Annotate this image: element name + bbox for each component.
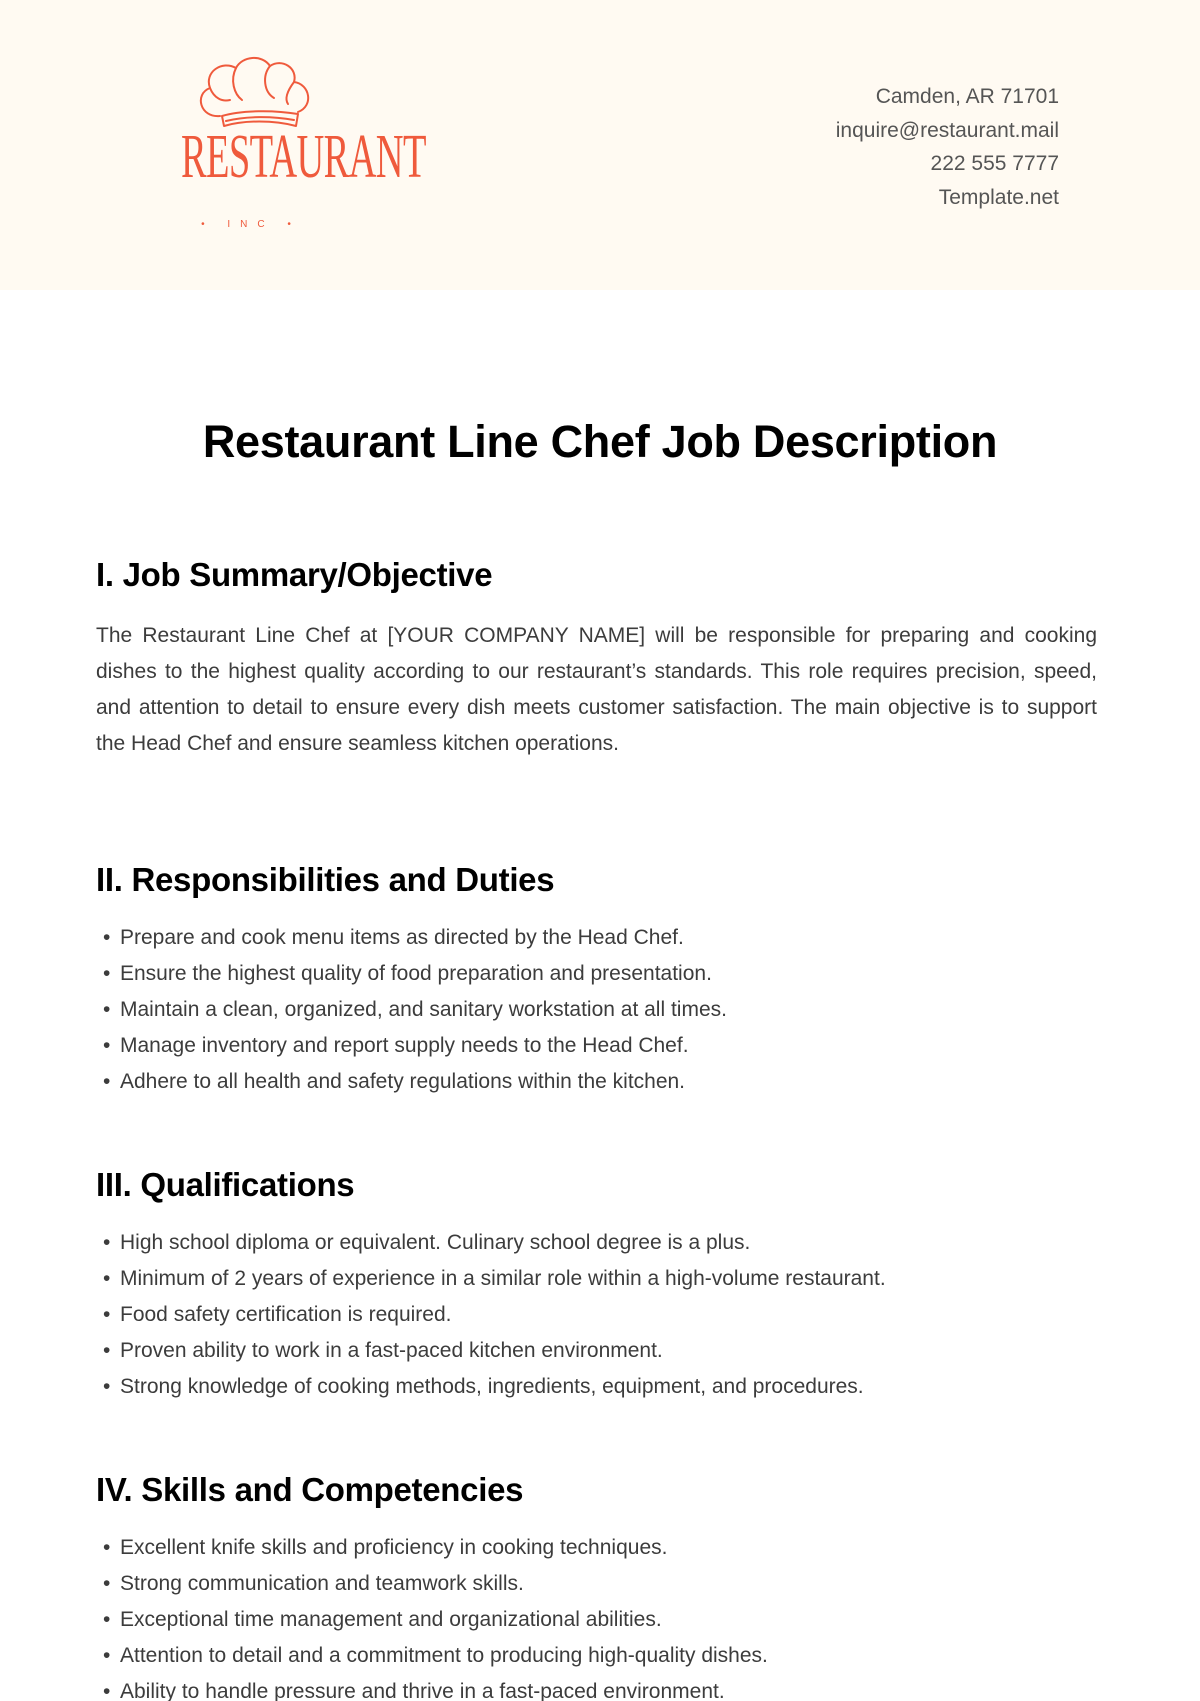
list-item: • Ensure the highest quality of food preparation and presentation. xyxy=(96,956,1097,992)
bullet-icon: • xyxy=(103,1680,111,1701)
logo-wordmark: RESTAURANT xyxy=(180,123,426,191)
logo-subtitle: • INC • xyxy=(201,219,301,230)
section-skills xyxy=(96,1470,1097,1701)
list-item: • Strong knowledge of cooking methods, ingredients, equipment, and procedures. xyxy=(96,1369,1097,1405)
list-item: • Adhere to all health and safety regulations within the kitchen. xyxy=(96,1064,1097,1100)
contact-address: Camden, AR 71701 xyxy=(875,85,1059,108)
contact-info xyxy=(836,80,1059,214)
bullet-icon: • xyxy=(103,1608,111,1631)
document-title: Restaurant Line Chef Job Description xyxy=(202,416,998,467)
bullet-icon: • xyxy=(103,998,111,1021)
section-paragraph: The Restaurant Line Chef at [YOUR COMPANY NAME] will be responsible for preparing and cooking dishes to the highest quality according to our restaurant’s standards. This role requires precision, speed, and attention to detail to ensure every dish meets customer satisfaction. The main objective is to support the Head Chef and ensure seamless kitchen operations. xyxy=(96,624,1097,755)
company-logo xyxy=(138,54,426,234)
section-qualifications xyxy=(96,1165,1097,1405)
bullet-icon: • xyxy=(103,1303,111,1326)
section-heading: III. Qualifications xyxy=(96,1166,355,1203)
bullet-icon: • xyxy=(103,1034,111,1057)
bullet-icon: • xyxy=(103,1070,111,1093)
contact-phone: 222 555 7777 xyxy=(930,152,1059,175)
chef-hat-icon xyxy=(138,54,364,134)
bullet-icon: • xyxy=(103,962,111,985)
bullet-icon: • xyxy=(103,1231,111,1254)
section-heading: I. Job Summary/Objective xyxy=(96,556,493,593)
list-item: • Minimum of 2 years of experience in a similar role within a high-volume restaurant. xyxy=(96,1261,1097,1297)
bullet-icon: • xyxy=(103,1572,111,1595)
list-item: • Exceptional time management and organizational abilities. xyxy=(96,1602,1097,1638)
section-job-summary xyxy=(96,555,1097,762)
list-item: • High school diploma or equivalent. Culinary school degree is a plus. xyxy=(96,1225,1097,1261)
section-heading: IV. Skills and Competencies xyxy=(96,1471,524,1508)
contact-website[interactable]: Template.net xyxy=(938,185,1059,209)
list-item: • Maintain a clean, organized, and sanitary workstation at all times. xyxy=(96,992,1097,1028)
section-responsibilities xyxy=(96,860,1097,1100)
letterhead xyxy=(0,0,1200,290)
bullet-list xyxy=(96,920,1097,1100)
list-item: • Food safety certification is required. xyxy=(96,1297,1097,1333)
bullet-icon: • xyxy=(103,1644,111,1667)
list-item: • Strong communication and teamwork skills. xyxy=(96,1566,1097,1602)
bullet-list xyxy=(96,1225,1097,1405)
list-item: • Ability to handle pressure and thrive in a fast-paced environment. xyxy=(96,1674,1097,1701)
bullet-icon: • xyxy=(103,926,111,949)
bullet-icon: • xyxy=(103,1375,111,1398)
section-heading: II. Responsibilities and Duties xyxy=(96,861,555,898)
contact-email[interactable]: inquire@restaurant.mail xyxy=(835,118,1059,142)
bullet-icon: • xyxy=(103,1267,111,1290)
list-item: • Prepare and cook menu items as directed by the Head Chef. xyxy=(96,920,1097,956)
list-item: • Excellent knife skills and proficiency in cooking techniques. xyxy=(96,1530,1097,1566)
bullet-icon: • xyxy=(103,1536,111,1559)
list-item: • Attention to detail and a commitment to producing high-quality dishes. xyxy=(96,1638,1097,1674)
bullet-icon: • xyxy=(103,1339,111,1362)
list-item: • Manage inventory and report supply needs to the Head Chef. xyxy=(96,1028,1097,1064)
list-item: • Proven ability to work in a fast-paced kitchen environment. xyxy=(96,1333,1097,1369)
bullet-list xyxy=(96,1530,1097,1701)
